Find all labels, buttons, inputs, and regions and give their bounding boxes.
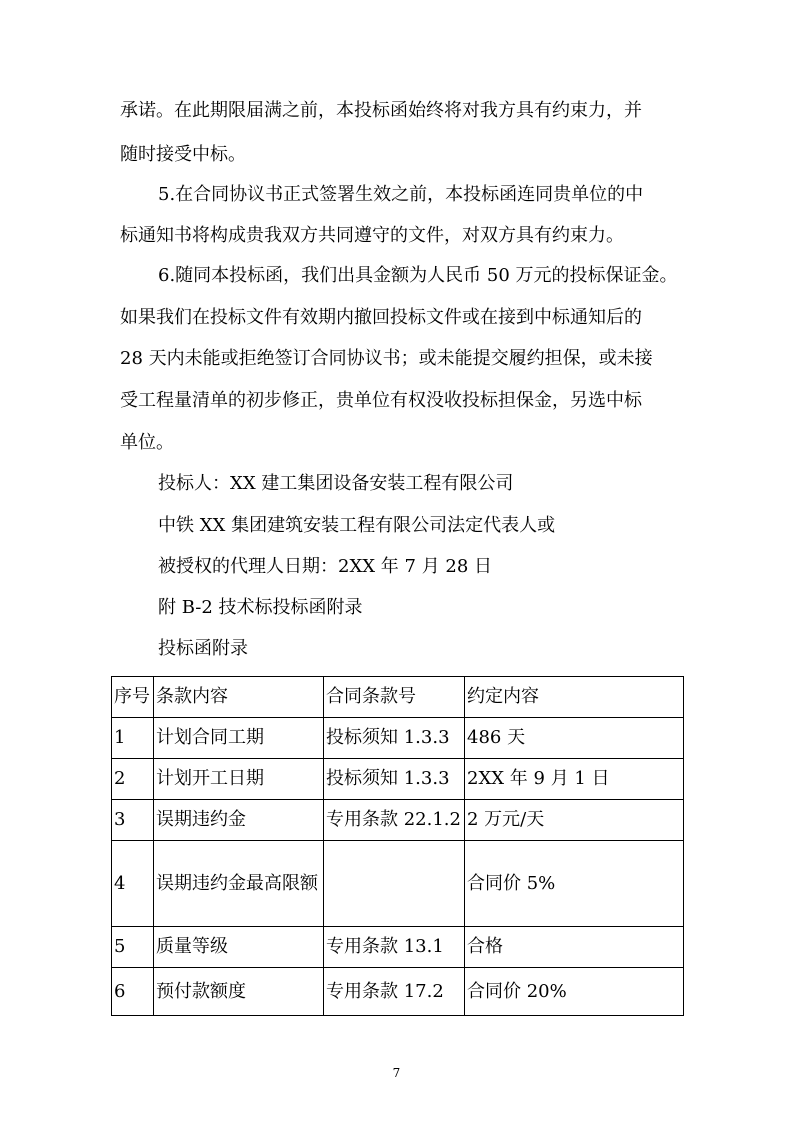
table-cell: 合同价 20%: [465, 968, 684, 1016]
table-cell: 2 万元/天: [465, 800, 684, 841]
paragraph-line: 承诺。在此期限届满之前，本投标函始终将对我方具有约束力，并: [120, 100, 642, 121]
table-row: [112, 718, 684, 759]
table-cell: 投标须知 1.3.3: [324, 759, 465, 800]
table-header-cell: 合同条款号: [324, 677, 465, 718]
legal-representative-line: 中铁 XX 集团建筑安装工程有限公司法定代表人或: [158, 515, 556, 536]
table-cell: 计划合同工期: [154, 718, 324, 759]
paragraph-line: 单位。: [120, 432, 174, 453]
table-cell: 1: [112, 718, 154, 759]
table-cell: 6: [112, 968, 154, 1016]
table-header-cell: 约定内容: [465, 677, 684, 718]
table-cell: 投标须知 1.3.3: [324, 718, 465, 759]
table-row: [112, 968, 684, 1016]
table-header-cell: 条款内容: [154, 677, 324, 718]
table-cell: 5: [112, 927, 154, 968]
paragraph-line: 6.随同本投标函，我们出具金额为人民币 50 万元的投标保证金。: [158, 265, 678, 286]
appendix-title: 投标函附录: [158, 638, 248, 659]
table-cell: 专用条款 13.1: [324, 927, 465, 968]
table-cell: 误期违约金: [154, 800, 324, 841]
paragraph-line: 受工程量清单的初步修正，贵单位有权没收投标担保金，另选中标: [120, 390, 642, 411]
table-cell: 专用条款 22.1.2: [324, 800, 465, 841]
table-row: [112, 841, 684, 927]
table-row: [112, 759, 684, 800]
paragraph-line: 28 天内未能或拒绝签订合同协议书；或未能提交履约担保，或未接: [120, 348, 653, 369]
table-cell: 2XX 年 9 月 1 日: [465, 759, 684, 800]
table-header-cell: 序号: [112, 677, 154, 718]
bidder-line: 投标人：XX 建工集团设备安装工程有限公司: [158, 473, 514, 494]
table-cell: 486 天: [465, 718, 684, 759]
table-cell: 专用条款 17.2: [324, 968, 465, 1016]
table-cell: 3: [112, 800, 154, 841]
paragraph-line: 5.在合同协议书正式签署生效之前，本投标函连同贵单位的中: [158, 184, 644, 205]
table-cell: 合格: [465, 927, 684, 968]
date-line: 被授权的代理人日期：2XX 年 7 月 28 日: [158, 556, 493, 577]
paragraph-line: 如果我们在投标文件有效期内撤回投标文件或在接到中标通知后的: [120, 307, 642, 328]
table-cell: 预付款额度: [154, 968, 324, 1016]
paragraph-line: 随时接受中标。: [120, 144, 246, 165]
page-number: 7: [392, 1066, 401, 1080]
table-cell: [324, 841, 465, 927]
table-cell: 误期违约金最高限额: [154, 841, 324, 927]
table-cell: 质量等级: [154, 927, 324, 968]
table-cell: 4: [112, 841, 154, 927]
paragraph-line: 标通知书将构成贵我双方共同遵守的文件，对双方具有约束力。: [120, 225, 624, 246]
table-row: [112, 927, 684, 968]
table-row: [112, 800, 684, 841]
appendix-heading: 附 B-2 技术标投标函附录: [158, 597, 363, 618]
table-cell: 2: [112, 759, 154, 800]
table-header-row: [112, 677, 684, 718]
table-cell: 合同价 5%: [465, 841, 684, 927]
table-cell: 计划开工日期: [154, 759, 324, 800]
appendix-table: [111, 676, 684, 1016]
